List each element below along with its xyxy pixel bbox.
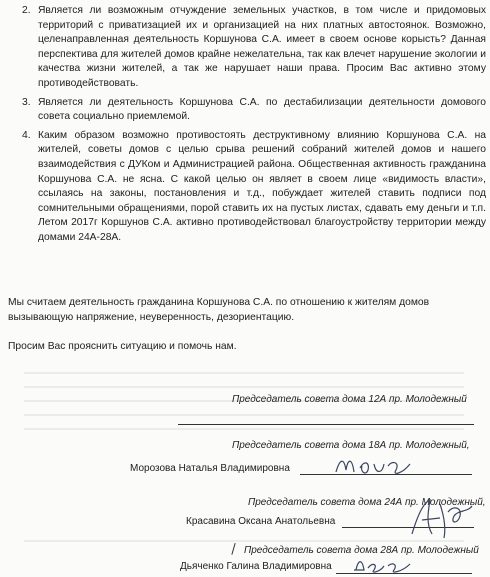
item-text: Является ли деятельность Коршунова С.А. по дестабилизации деятельности домового совета социально приемлемой.	[38, 96, 486, 123]
handwritten-signature-18a	[330, 450, 420, 480]
list-item	[10, 4, 486, 92]
item-number: 4.	[22, 129, 31, 141]
signature-role: Председатель совета дома 28А пр. Молодежный	[244, 545, 479, 556]
handwritten-signature-28a	[350, 552, 420, 576]
list-item	[10, 96, 486, 125]
bleed-through-line	[24, 428, 464, 430]
handwritten-text: Мороз	[330, 478, 333, 479]
pen-mark	[231, 543, 236, 555]
signature-name-28a	[180, 561, 332, 572]
signature-role: Председатель совета дома 12А пр. Молодежный	[232, 394, 467, 405]
questions-list	[10, 4, 486, 250]
request-paragraph: Просим Вас прояснить ситуацию и помочь нам.	[8, 341, 237, 352]
handwritten-text: Дьяч	[350, 574, 353, 575]
signature-line	[178, 424, 474, 425]
list-item	[10, 129, 486, 246]
signature-role: Председатель совета дома 18А пр. Молодежный,	[232, 440, 470, 451]
item-text: Является ли возможным отчуждение земельных участков, в том числе и придомовых территорий с приватизацией их и организацией на них платных автостоянок. Возможно, целенаправленная деятельность Коршунова С.А. имеет в своем основе корысть? Данная перспектива для жителей домов крайне нежелательна, так как влечет нарушение экологии и качества жизни жителей, а так же нарушает наши права. Просим Вас активно этому противодействовать.	[38, 5, 486, 89]
signature-block-12a	[232, 394, 467, 405]
bleed-through-line	[24, 372, 464, 374]
signer-name: Морозова Наталья Владимировна	[130, 463, 290, 474]
bleed-through-line	[24, 386, 464, 388]
handwritten-signature-24a	[404, 494, 480, 542]
conclusion-paragraph: Мы считаем деятельность гражданина Коршунова С.А. по отношению к жителям домов вызывающую напряжение, неуверенность, дезориентацию.	[8, 297, 430, 323]
signature-role: Председатель совета дома 24А пр. Молодежный,	[248, 497, 486, 508]
item-number: 3.	[22, 96, 31, 108]
item-text: Каким образом возможно противостоять деструктивному влиянию Коршунова С.А. на жителей, советы домов с целью срыва решений собраний жителей домов и нашего взаимодействия с ДУКом и Администрацией района. Общественная активность гражданина Коршунова С.А. не ясна. С какой целью он являет в своем лице «видимость власти», ссылаясь на законы, постановления и т.д., побуждает жителей ставить подписи под сомнительными обращениями, порой ставить их на пустых листах, сдавать ему деньги и т.п. Летом 2017г Коршунов С.А. активно противодействовал благоустройству территории между домами 24А-28А.	[38, 129, 486, 243]
signer-name: Красавина Оксана Анатольевна	[186, 516, 336, 527]
signer-name: Дьяченко Галина Владимировна	[180, 561, 332, 572]
signature-name-18a	[130, 463, 290, 474]
signature-name-24a	[186, 516, 335, 527]
item-number: 2.	[22, 5, 31, 16]
bleed-through-line	[24, 540, 464, 542]
bleed-through-line	[24, 414, 464, 416]
